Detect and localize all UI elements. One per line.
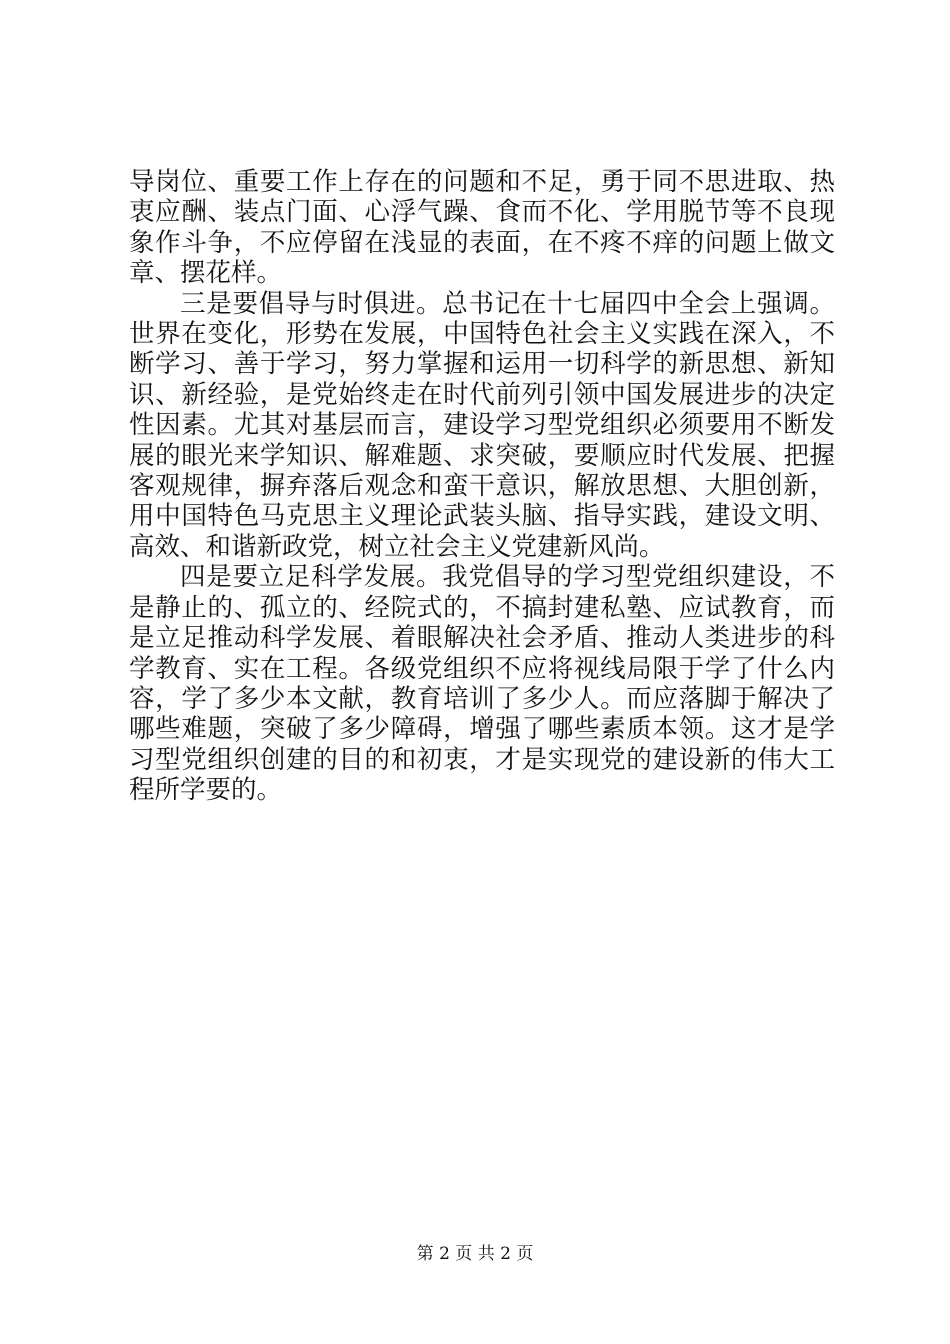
paragraph-fourth-point: 四是要立足科学发展。我党倡导的学习型党组织建设，不是静止的、孤立的、经院式的，不搞封建私塾、应试教育，而是立足推动科学发展、着眼解决社会矛盾、推动人类进步的科学教育、实在工程。各级党组织不应将视线局限于学了什么内容，学了多少本文献，教育培训了多少人。而应落脚于解决了哪些难题，突破了多少障碍，增强了哪些素质本领。这才是学习型党组织创建的目的和初衷，才是实现党的建设新的伟大工程所学要的。 xyxy=(129,562,835,806)
paragraph-continuation: 导岗位、重要工作上存在的问题和不足，勇于同不思进取、热衷应酬、装点门面、心浮气躁、食而不化、学用脱节等不良现象作斗争，不应停留在浅显的表面，在不疼不痒的问题上做文章、摆花样。 xyxy=(129,167,835,289)
document-body xyxy=(129,167,835,806)
paragraph-third-point: 三是要倡导与时俱进。总书记在十七届四中全会上强调。世界在变化，形势在发展，中国特色社会主义实践在深入，不断学习、善于学习，努力掌握和运用一切科学的新思想、新知识、新经验，是党始终走在时代前列引领中国发展进步的决定性因素。尤其对基层而言，建设学习型党组织必须要用不断发展的眼光来学知识、解难题、求突破，要顺应时代发展、把握客观规律，摒弃落后观念和蛮干意识，解放思想、大胆创新，用中国特色马克思主义理论武装头脑、指导实践，建设文明、高效、和谐新政党，树立社会主义党建新风尚。 xyxy=(129,288,835,562)
page-number-footer: 第 2 页 共 2 页 xyxy=(416,1244,534,1264)
